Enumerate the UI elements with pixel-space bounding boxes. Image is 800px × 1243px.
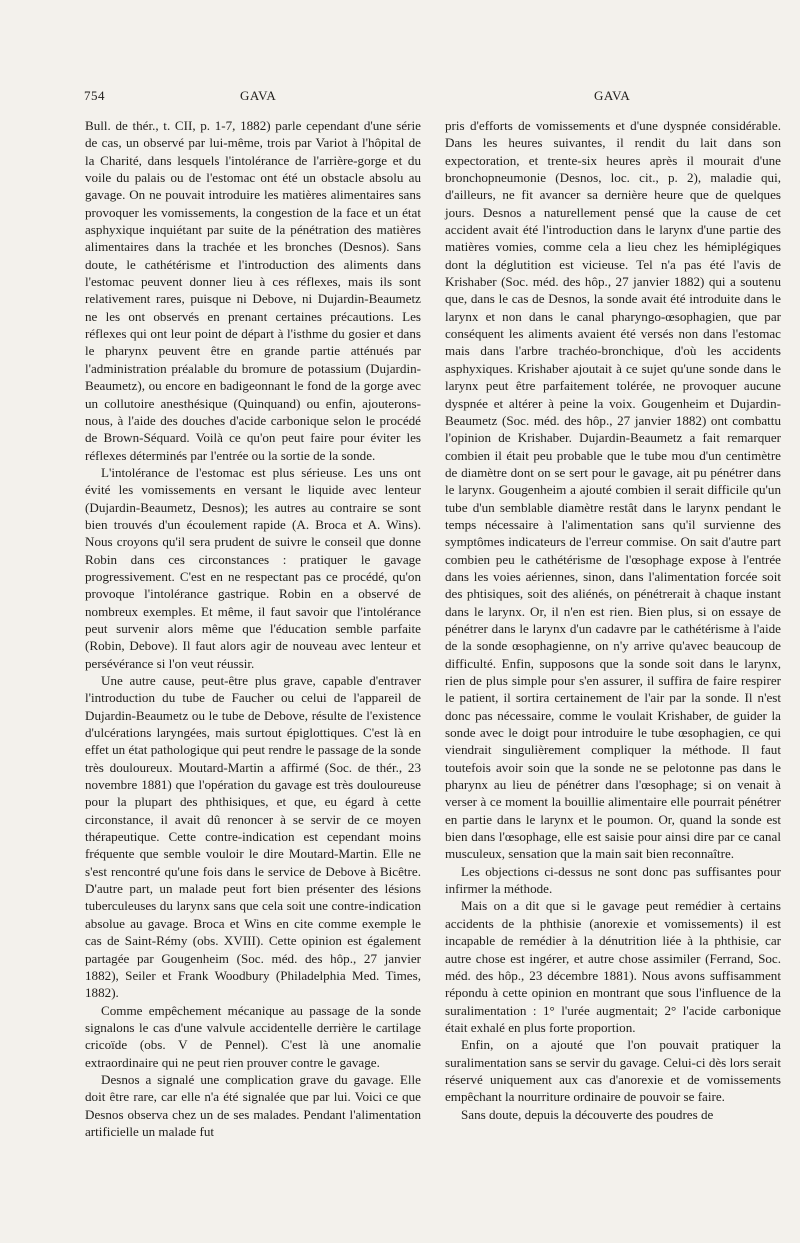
- paragraph: Desnos a signalé une complication grave du gavage. Elle doit être rare, car elle n'a été signalée que par lui. Voici ce que Desnos observa chez un de ses malades. Pendant l'alimentation artificielle un malade fut: [85, 1071, 421, 1139]
- paragraph: Enfin, on a ajouté que l'on pouvait pratiquer la suralimentation sans se servir du gavage. Celui-ci dès lors serait réservé uniquement aux cas d'anorexie et de vomissements empêchant la nourriture ordinaire de pouvoir se faire.: [445, 1037, 781, 1105]
- paragraph: Les objections ci-dessus ne sont donc pas suffisantes pour infirmer la méthode.: [445, 863, 781, 897]
- paragraph: pris d'efforts de vomissements et d'une dyspnée considérable. Dans les heures suivantes, il rendit du lait dans son expectoration, et trente-six heures après il mourait d'une bronchopneumonie (Desnos, loc. cit., p. 2), maladie qui, d'ailleurs, ne fit avancer sa dernière heure que de quelques jours. Desnos a naturellement pensé que la cause de cet accident avait été l'introduction dans le larynx d'une partie des matières vomies, comme cela a lieu chez les hémiplégiques dont la déglutition est vicieuse. Tel n'a pas été l'avis de Krishaber (Soc. méd. des hôp., 27 janvier 1882) qui a soutenu que, dans le cas de Desnos, la sonde avait été introduite dans le larynx et non dans le canal pharyngo-œsophagien, que par conséquent les aliments avaient été versés non dans l'estomac mais dans l'arbre trachéo-bronchique, d'où les accidents asphyxiques. Krishaber ajoutait à ce sujet qu'une sonde dans le larynx peut être parfaitement tolérée, ne provoquer aucune dyspnée et altérer à peine la voix. Gougenheim et Dujardin-Beaumetz (Soc. méd. des hôp., 27 janvier 1882) ont combattu l'opinion de Krishaber. Dujardin-Beaumetz a fait remarquer combien il était peu probable que le tube mou d'un centimètre de diamètre dont on se sert pour le gavage, ait pu pénétrer dans le larynx. Gougenheim a ajouté combien il serait difficile qu'un tube d'un semblable diamètre restât dans le larynx pendant le temps nécessaire à l'alimentation sans qu'il survienne des symptômes indicateurs de l'erreur commise. On sait d'autre part combien peu le cathétérisme de l'œsophage expose à l'entrée dans les voies aériennes, sinon, dans l'alimentation forcée soit des phtisiques, soit des aliénés, on pénétrerait à chaque instant dans le larynx. Or, il n'en est rien. Bien plus, si on essaye de pénétrer dans le larynx d'un cadavre par le cathétérisme à l'aide de la sonde œsophagienne, on n'y arrive qu'avec beaucoup de difficulté. Enfin, supposons que la sonde soit dans le larynx, rien de plus simple pour s'en assurer, il suffira de faire respirer le patient, il sortira certainement de l'air par la sonde. Il n'est donc pas nécessaire, comme le voulait Krishaber, de guider la sonde avec le doigt pour introduire le tube œsophagien, ce qui viendrait singulièrement compliquer la méthode. Il faut toutefois avoir soin que la sonde ne se pelotonne pas dans le pharynx au lieu de pénétrer dans l'œsophage; si on venait à verser à ce moment la bouillie alimentaire elle pourrait pénétrer en partie dans le larynx et le poumon. Or, quand la sonde est bien dans l'œsophage, elle est saisie pour ainsi dire par ce canal musculeux, sensation que la main sait bien reconnaître.: [445, 118, 781, 862]
- paragraph: Sans doute, depuis la découverte des poudres de: [461, 1106, 714, 1122]
- paragraph: Une autre cause, peut-être plus grave, capable d'entraver l'introduction du tube de Faucher ou celui de l'appareil de Dujardin-Beaumetz ou le tube de Debove, résulte de l'existence d'ulcérations laryngées, mais surtout épiglottiques. C'est là en effet un état pathologique qui peut rendre le passage de la sonde très douloureux. Moutard-Martin a affirmé (Soc. de thér., 23 novembre 1881) que l'opération du gavage est très douloureuse pour la plupart des phthisiques, et que, eu égard à cette circonstance, il avait dû renoncer à se servir de ce moyen thérapeutique. Cette contre-indication est cependant moins fréquente que semble vouloir le dire Moutard-Martin. Elle ne s'est rencontré qu'une fois dans le service de Debove à Bicêtre. D'autre part, un malade peut fort bien présenter des lésions tuberculeuses du larynx sans que cela soit une contre-indication absolue au gavage. Broca et Wins en cite comme exemple le cas de Saint-Rémy (obs. XVIII). Cette opinion est également partagée par Gougenheim (Soc. méd. des hôp., 27 janvier 1882), Seiler et Frank Woodbury (Philadelphia Med. Times, 1882).: [85, 673, 421, 1001]
- running-header: [0, 88, 800, 108]
- paragraph: Bull. de thér., t. CII, p. 1-7, 1882) parle cependant d'une série de cas, un observé par lui-même, trois par Variot à l'hôpital de la Charité, dans lesquels l'intolérance de l'arrière-gorge et du voile du palais ou de l'estomac ont été un obstacle absolu au gavage. On ne pouvait introduire les matières alimentaires sans provoquer les vomissements, la congestion de la face et un état asphyxique inquiétant par suite de la pénétration des matières alimentaires dans la trachée et les bronches (Desnos). Sans doute, le cathétérisme et l'introduction des aliments dans l'estomac peuvent donner lieu à ces réflexes, mais ils sont relativement rares, puisque ni Debove, ni Dujardin-Beaumetz ne les ont observés en prenant certaines précautions. Les réflexes qui ont leur point de départ à l'isthme du gosier et dans le pharynx peuvent être en grande partie atténués par l'administration préalable du bromure de potassium (Dujardin-Beaumetz), ou encore en badigeonnant le fond de la gorge avec un collutoire anesthésique (Quinquand) ou enfin, ajouterons-nous, à l'aide des douches d'acide carbonique selon le procédé de Brown-Séquard. Voilà ce qu'on peut faire pour éviter les réflexes déterminés par l'entrée ou la sortie de la sonde.: [85, 118, 421, 463]
- paragraph: Mais on a dit que si le gavage peut remédier à certains accidents de la phthisie (anorexie et vomissements) il est incapable de remédier à la dénutrition liée à la phthisie, car autre chose est ingérer, et autre chose assimiler (Ferrand, Soc. méd. des hôp., 23 décembre 1881). Nous avons suffisamment répondu à cette opinion en montrant que sous l'influence de la suralimentation : 1° l'urée augmentait; 2° l'acide carbonique était exhalé en plus forte proportion.: [445, 898, 781, 1035]
- right-running-title: GAVA: [594, 88, 631, 103]
- paragraph: Comme empêchement mécanique au passage de la sonde signalons le cas d'une valvule accidentelle derrière le cartilage cricoïde (obs. V de Pennel). C'est là une anomalie extraordinaire qui ne peut rien prouver contre le gavage.: [85, 1002, 421, 1070]
- page-number: 754: [84, 88, 105, 103]
- right-column: [445, 117, 781, 1123]
- left-column: [85, 117, 421, 1140]
- left-running-title: GAVA: [240, 88, 277, 103]
- paragraph: L'intolérance de l'estomac est plus sérieuse. Les uns ont évité les vomissements en versant le liquide avec lenteur (Dujardin-Beaumetz, Desnos); les autres au contraire se sont bien trouvés d'un écoulement rapide (A. Broca et A. Wins). Nous croyons qu'il sera prudent de suivre le conseil que donne Robin dans ces circonstances : pratiquer le gavage progressivement. C'est en ne respectant pas ce procédé, qu'on provoque l'intolérance gastrique. Robin en a observé de nombreux exemples. Et même, il faut savoir que l'intolérance peut survenir alors même que l'éducation semble parfaite (Robin, Debove). Il faut alors agir de nouveau avec lenteur et persévérance si l'on veut réussir.: [85, 464, 421, 671]
